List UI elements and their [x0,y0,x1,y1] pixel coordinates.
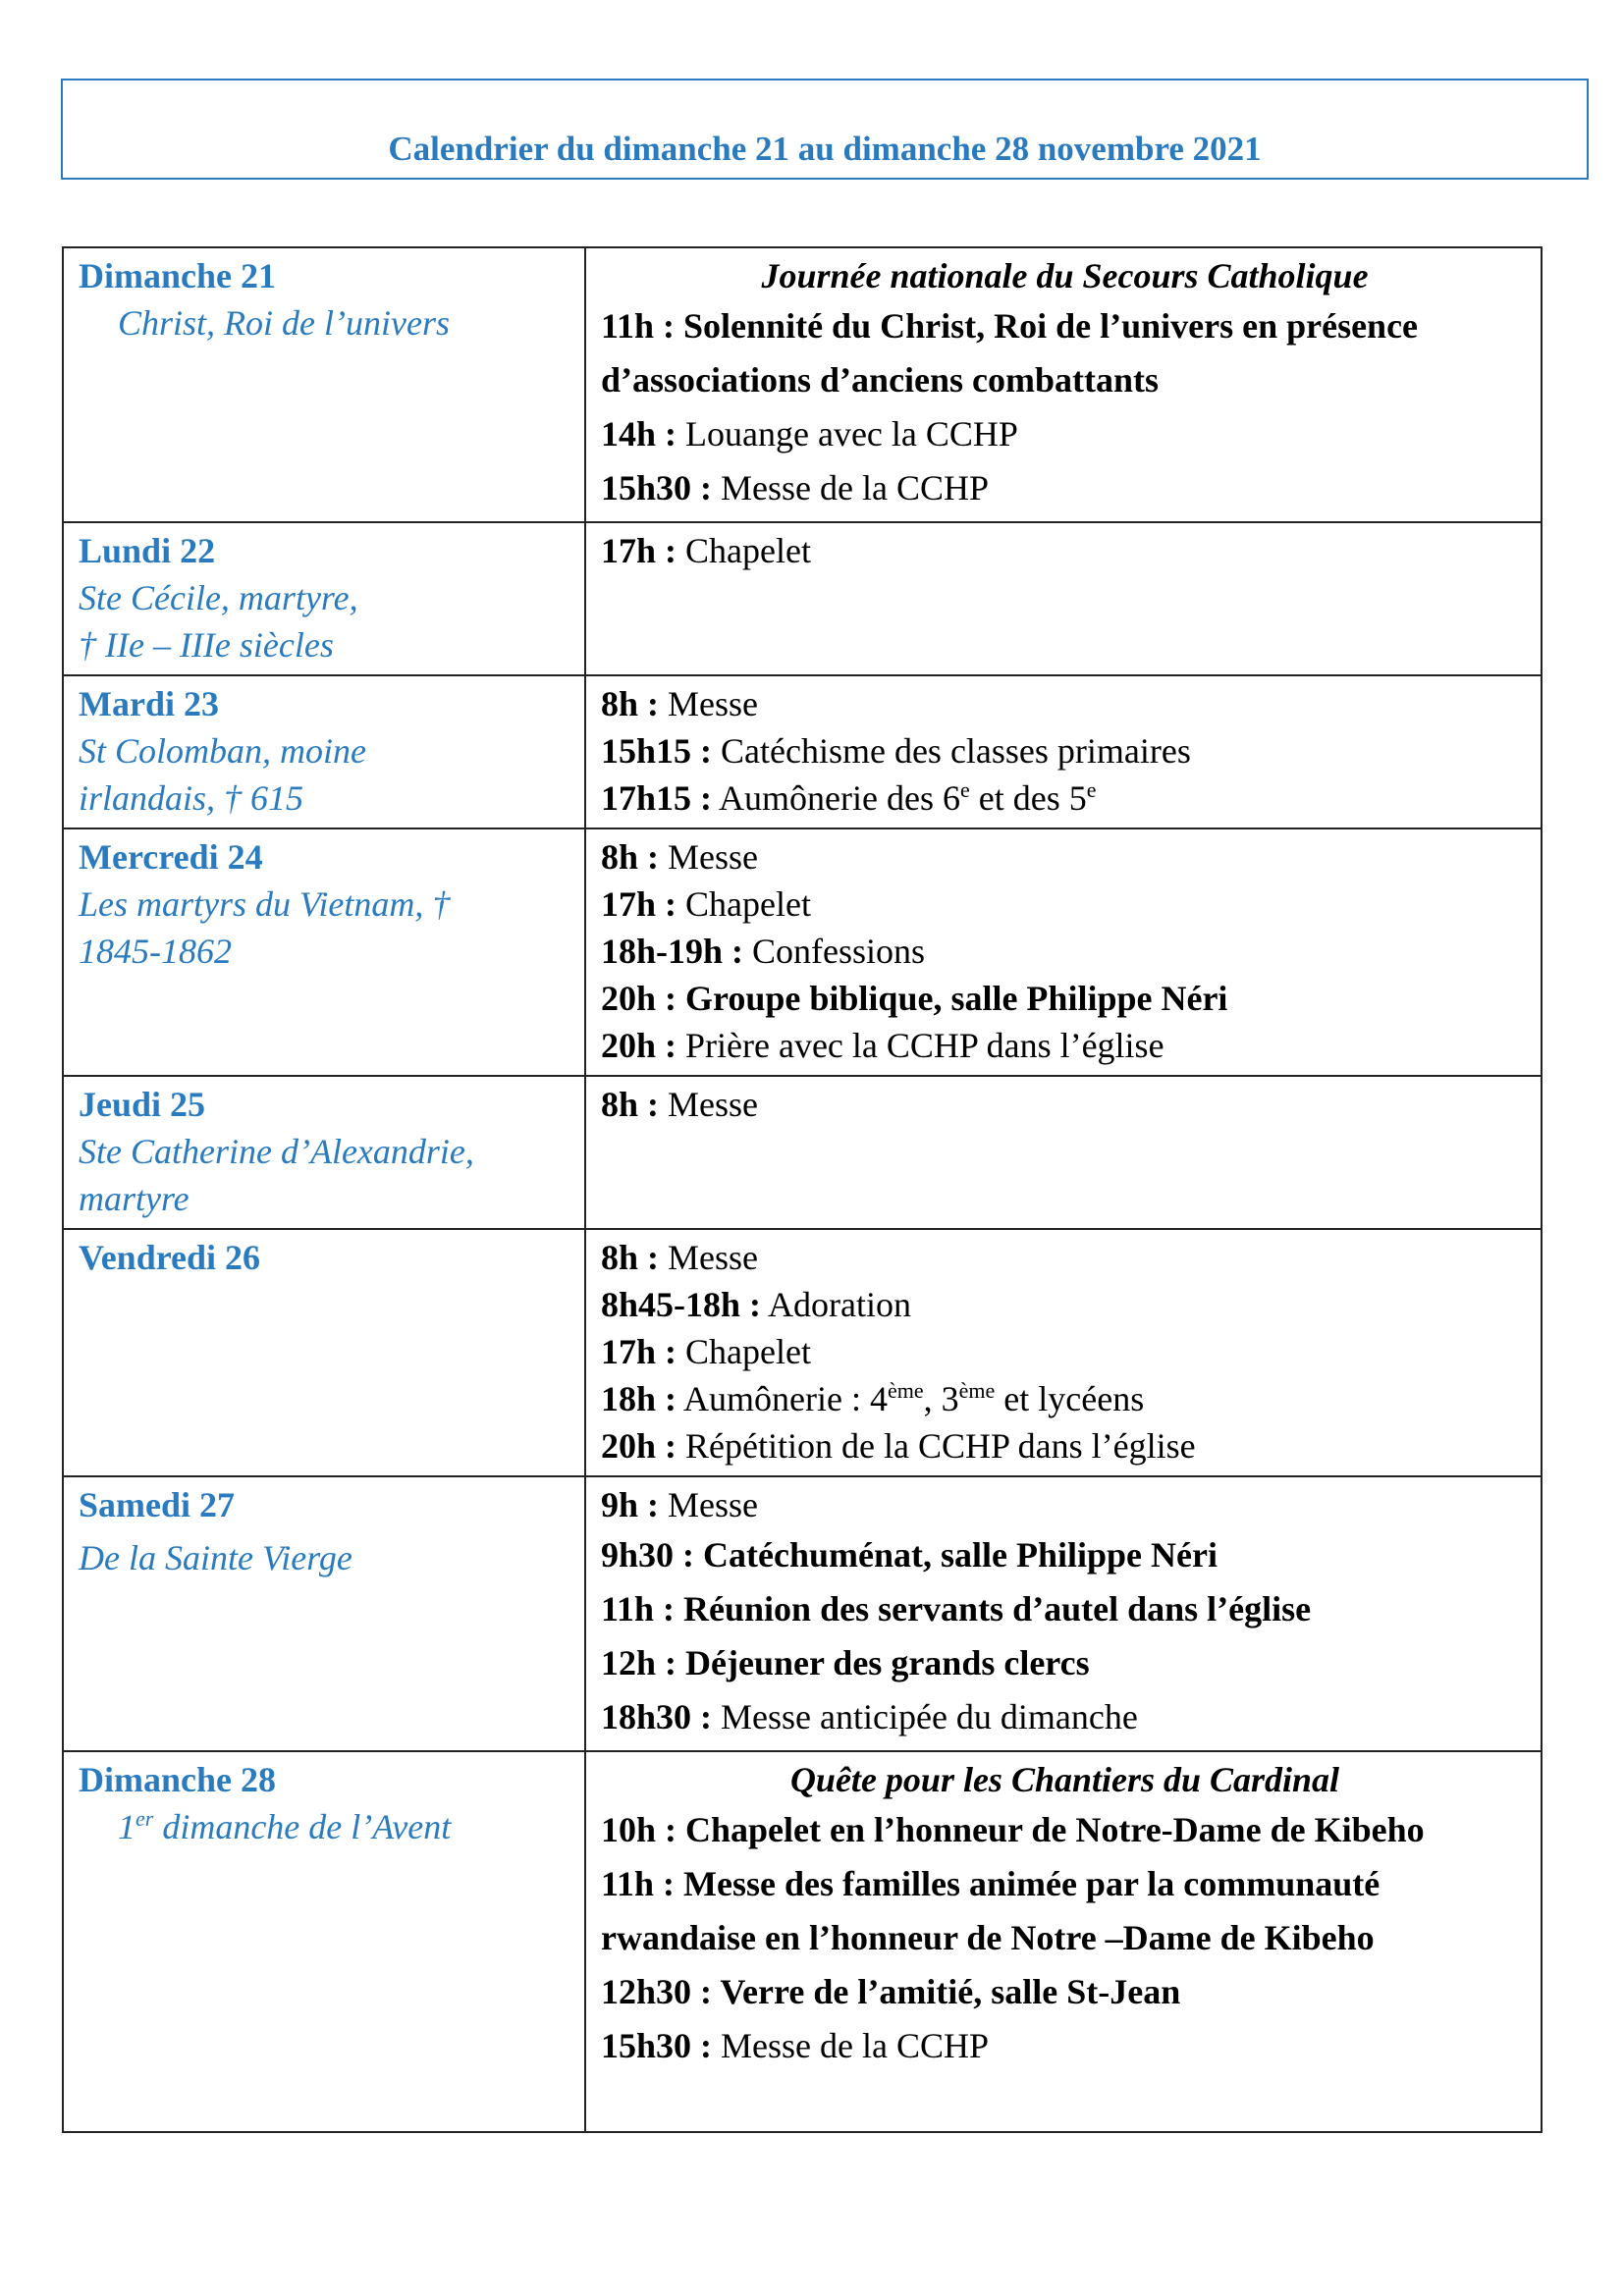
event-text: et lycéens [995,1379,1145,1418]
event-text: Répétition de la CCHP dans l’église [677,1426,1196,1466]
events-cell [585,247,1542,522]
event-text: Messe de la CCHP [712,2026,990,2065]
event-line [601,680,1529,727]
event-text: Adoration [761,1285,912,1324]
day-cell [63,1229,585,1476]
day-name: Dimanche 28 [79,1760,276,1799]
day-cell [63,1076,585,1229]
saint-name: † IIe – IIIe siècles [79,625,334,665]
saint-name: St Colomban, moine [79,731,366,771]
saint-name: martyre [79,1179,189,1218]
events-cell [585,1476,1542,1751]
events-cell [585,675,1542,828]
event-time: 12h : [601,1643,677,1682]
event-line [601,1481,1529,1528]
saint-name: De la Sainte Vierge [79,1538,352,1577]
saint-name: 1845-1862 [79,932,232,971]
table-row [63,675,1542,828]
event-line [601,1636,1529,1690]
event-time: 11h : [601,1589,676,1629]
event-time: 11h : [601,1864,676,1903]
calendar-table [62,246,1543,2133]
event-text: , 3 [923,1379,959,1418]
title-box [61,79,1589,180]
table-row [63,1476,1542,1751]
event-text: Verre de l’amitié, salle St-Jean [712,1972,1181,2011]
event-text: Chapelet [677,531,811,570]
event-line [601,407,1529,461]
event-time: 9h30 : [601,1535,695,1575]
event-time: 20h : [601,1426,677,1466]
events-cell [585,522,1542,675]
event-time: 8h : [601,837,660,877]
superscript: ème [887,1378,924,1403]
event-line [601,1965,1529,2019]
events-cell [585,1076,1542,1229]
event-text: Messe anticipée du dimanche [712,1697,1138,1736]
day-name: Samedi 27 [79,1485,236,1524]
event-text: Messe [659,684,759,723]
event-line [601,1234,1529,1281]
event-line [601,1328,1529,1375]
day-name: Dimanche 21 [79,256,276,295]
event-text: Messe [659,1238,759,1277]
page-title: Calendrier du dimanche 21 au dimanche 28 novembre 2021 [388,130,1262,168]
event-line [601,1022,1529,1069]
event-time: 8h : [601,1238,660,1277]
highlight-text: Quête pour les Chantiers du Cardinal [789,1760,1340,1799]
day-cell [63,522,585,675]
event-line [601,774,1529,822]
saint-ordinal: 1 [118,1807,135,1846]
event-time: 15h30 : [601,2026,713,2065]
event-time: 8h : [601,1085,660,1124]
event-text: Messe [659,837,759,877]
table-row [63,1751,1542,2132]
event-line [601,527,1529,574]
day-cell [63,247,585,522]
event-text: Prière avec la CCHP dans l’église [677,1026,1164,1065]
events-cell [585,828,1542,1076]
event-time: 17h : [601,531,677,570]
day-cell [63,1476,585,1751]
event-text: Chapelet [677,1332,811,1371]
superscript: er [135,1806,154,1831]
event-line [601,1857,1529,1965]
superscript: e [959,777,970,802]
day-name: Jeudi 25 [79,1085,206,1124]
table-row [63,1076,1542,1229]
event-line [601,1081,1529,1128]
event-time: 9h : [601,1485,660,1524]
day-name: Vendredi 26 [79,1238,261,1277]
event-line [601,1582,1529,1636]
event-text: Solennité du Christ, Roi de l’univers en présence d’associations d’anciens combattants [601,306,1419,400]
table-row [63,1229,1542,1476]
event-time: 18h : [601,1379,677,1418]
event-time: 17h : [601,884,677,924]
saint-name: irlandais, † 615 [79,778,304,818]
event-line [601,299,1529,407]
event-line [601,881,1529,928]
event-time: 17h15 : [601,778,713,818]
highlight-text: Journée nationale du Secours Catholique [761,256,1369,295]
event-text: Messe [659,1485,759,1524]
event-text: Catéchisme des classes primaires [712,731,1191,771]
event-text: Déjeuner des grands clercs [677,1643,1090,1682]
event-text: Aumônerie : 4 [677,1379,888,1418]
saint-name: Les martyrs du Vietnam, † [79,884,451,924]
event-time: 18h30 : [601,1697,713,1736]
event-line [601,975,1529,1022]
event-line [601,461,1529,515]
event-text: Catéchuménat, salle Philippe Néri [694,1535,1218,1575]
event-time: 20h : [601,979,677,1018]
event-time: 15h15 : [601,731,713,771]
event-time: 17h : [601,1332,677,1371]
event-time: 10h : [601,1810,677,1849]
day-name: Mardi 23 [79,684,219,723]
day-cell [63,828,585,1076]
event-text: Chapelet en l’honneur de Notre-Dame de Kibeho [677,1810,1425,1849]
event-line [601,833,1529,881]
event-text: Chapelet [677,884,811,924]
event-time: 8h : [601,684,660,723]
event-time: 18h-19h : [601,932,744,971]
event-time: 8h45-18h : [601,1285,762,1324]
saint-name [79,1803,572,1850]
superscript: e [1086,777,1097,802]
saint-name: Ste Catherine d’Alexandrie, [79,1132,474,1171]
event-line [601,1422,1529,1469]
event-line [601,1528,1529,1582]
superscript: ème [958,1378,996,1403]
day-name: Mercredi 24 [79,837,263,877]
saint-name: Christ, Roi de l’univers [118,303,450,343]
event-line [601,1690,1529,1744]
day-name: Lundi 22 [79,531,216,570]
event-time: 15h30 : [601,468,713,507]
saint-name: Ste Cécile, martyre, [79,578,358,617]
event-text: Messe [659,1085,759,1124]
event-text: Réunion des servants d’autel dans l’église [675,1589,1312,1629]
table-row [63,247,1542,522]
saint-text: dimanche de l’Avent [153,1807,452,1846]
event-text: Messe de la CCHP [712,468,990,507]
event-line [601,1281,1529,1328]
events-cell [585,1229,1542,1476]
day-cell [63,675,585,828]
event-text: Groupe biblique, salle Philippe Néri [677,979,1228,1018]
event-line [601,1375,1529,1422]
table-row [63,828,1542,1076]
event-time: 11h : [601,306,676,346]
day-cell [63,1751,585,2132]
table-row [63,522,1542,675]
event-line [601,2019,1529,2073]
event-text: Louange avec la CCHP [677,414,1018,454]
event-line [601,928,1529,975]
event-time: 20h : [601,1026,677,1065]
event-text: Messe des familles animée par la communauté rwandaise en l’honneur de Notre –Dame de Kibeho [601,1864,1380,1957]
event-time: 14h : [601,414,677,454]
event-line [601,727,1529,774]
events-cell [585,1751,1542,2132]
event-time: 12h30 : [601,1972,713,2011]
event-text: et des 5 [969,778,1087,818]
event-text: Aumônerie des 6 [712,778,960,818]
event-line [601,1803,1529,1857]
event-text: Confessions [743,932,926,971]
